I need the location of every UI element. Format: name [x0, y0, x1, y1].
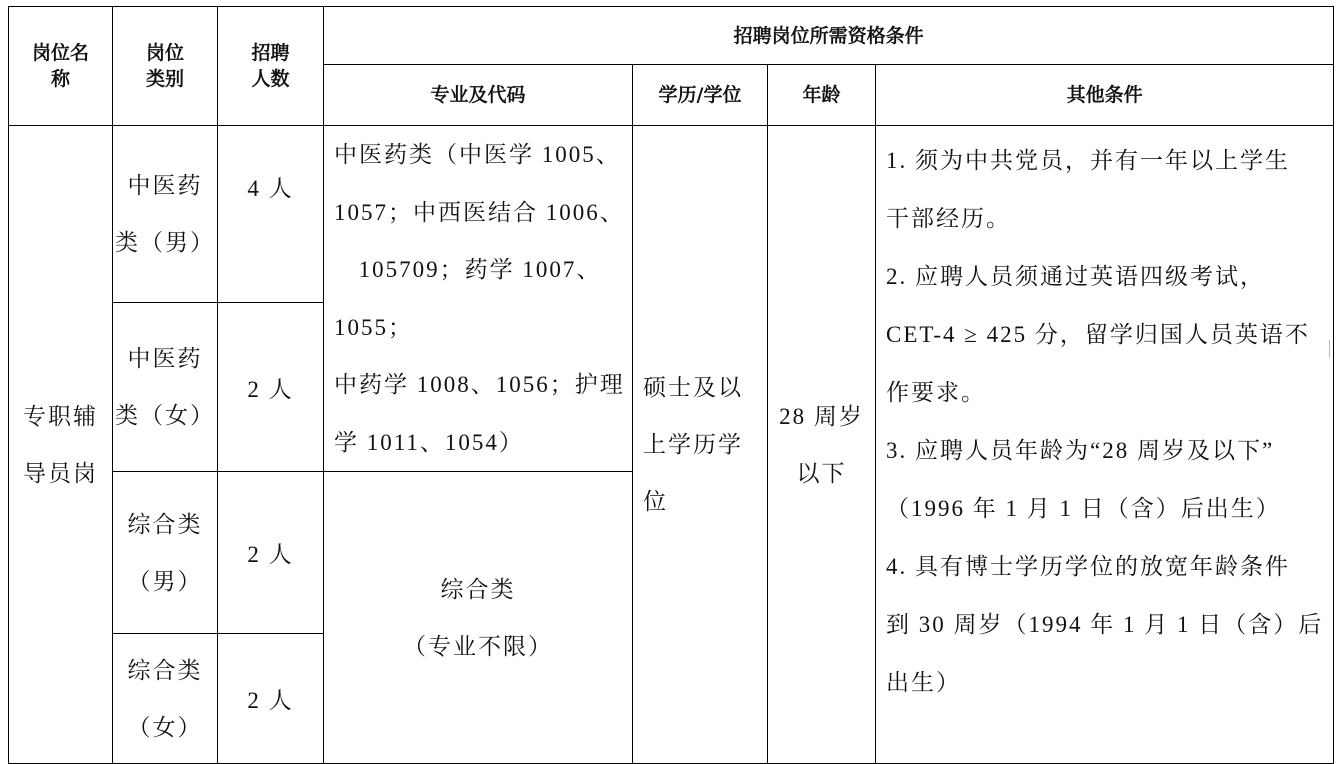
header-position-name-line2: 称: [50, 68, 70, 90]
count-cell-3: 2 人: [218, 472, 324, 634]
header-headcount-line2: 人数: [251, 68, 290, 90]
age-line1: 28 周岁: [779, 403, 864, 429]
category-cell-1: [113, 126, 218, 303]
major-tcm-line5: 学 1011、1054）: [334, 429, 524, 455]
other-line10: 出生）: [886, 670, 961, 695]
category-1-line2: 类（男）: [115, 230, 215, 256]
other-line1: 1. 须为中共党员，并有一年以上学生: [886, 148, 1290, 173]
other-line4: CET-4 ≥ 425 分，留学归国人员英语不: [886, 322, 1310, 347]
education-line2: 上学历学: [643, 432, 743, 457]
category-1-line1: 中医药: [127, 173, 203, 199]
major-general-line1: 综合类: [440, 576, 516, 602]
category-cell-3: [113, 472, 218, 634]
category-cell-2: [113, 303, 218, 472]
header-headcount: [218, 7, 324, 126]
major-tcm-line3: 105709；药学 1007、1055；: [334, 257, 602, 340]
header-position-name: [9, 7, 113, 126]
major-tcm-line4: 中药学 1008、1056；护理: [334, 372, 625, 397]
other-line3: 2. 应聘人员须通过英语四级考试，: [886, 264, 1265, 289]
category-cell-4: [113, 634, 218, 764]
header-age: 年龄: [768, 65, 876, 126]
category-3-line1: 综合类: [127, 511, 203, 537]
major-tcm-line2: 1057；中西医结合 1006、: [334, 199, 625, 225]
header-position-category-line1: 岗位: [145, 42, 184, 64]
category-4-line1: 综合类: [127, 657, 203, 683]
major-general-cell: [324, 472, 633, 764]
category-2-line2: 类（女）: [115, 403, 215, 429]
header-headcount-line1: 招聘: [251, 42, 290, 64]
header-other: 其他条件: [876, 65, 1334, 126]
header-position-name-line1: 岗位名: [31, 42, 89, 64]
category-3-line2: （男）: [127, 568, 203, 594]
header-requirements-group: 招聘岗位所需资格条件: [324, 7, 1334, 65]
other-line5: 作要求。: [886, 380, 986, 405]
age-cell: [768, 126, 876, 764]
post-name-line1: 专职辅: [23, 403, 98, 429]
count-cell-1: 4 人: [218, 126, 324, 303]
page-edge-marker: [1329, 340, 1336, 358]
education-line3: 位: [643, 489, 668, 514]
header-major-code: 专业及代码: [324, 65, 633, 126]
age-line2: 以下: [796, 460, 847, 486]
header-position-category: [113, 7, 218, 126]
other-line6: 3. 应聘人员年龄为“28 周岁及以下”: [886, 438, 1275, 463]
recruitment-table: [8, 6, 1334, 764]
header-education: 学历/学位: [633, 65, 768, 126]
other-line2: 干部经历。: [886, 206, 1011, 231]
education-cell: [633, 126, 768, 764]
count-cell-4: 2 人: [218, 634, 324, 764]
other-line7: （1996 年 1 月 1 日（含）后出生）: [886, 496, 1281, 521]
post-name-line2: 导员岗: [23, 460, 98, 486]
header-position-category-line2: 类别: [145, 68, 184, 90]
other-conditions-cell: [876, 126, 1334, 764]
education-line1: 硕士及以: [643, 375, 743, 400]
other-line9: 到 30 周岁（1994 年 1 月 1 日（含）后: [886, 612, 1324, 637]
post-name-cell: [9, 126, 113, 764]
major-tcm-line1: 中医药类（中医学 1005、: [334, 142, 621, 167]
category-2-line1: 中医药: [127, 346, 203, 372]
other-line8: 4. 具有博士学历学位的放宽年龄条件: [886, 554, 1290, 579]
count-cell-2: 2 人: [218, 303, 324, 472]
major-tcm-cell: [324, 126, 633, 472]
major-general-line2: （专业不限）: [403, 633, 553, 659]
category-4-line2: （女）: [127, 714, 203, 740]
